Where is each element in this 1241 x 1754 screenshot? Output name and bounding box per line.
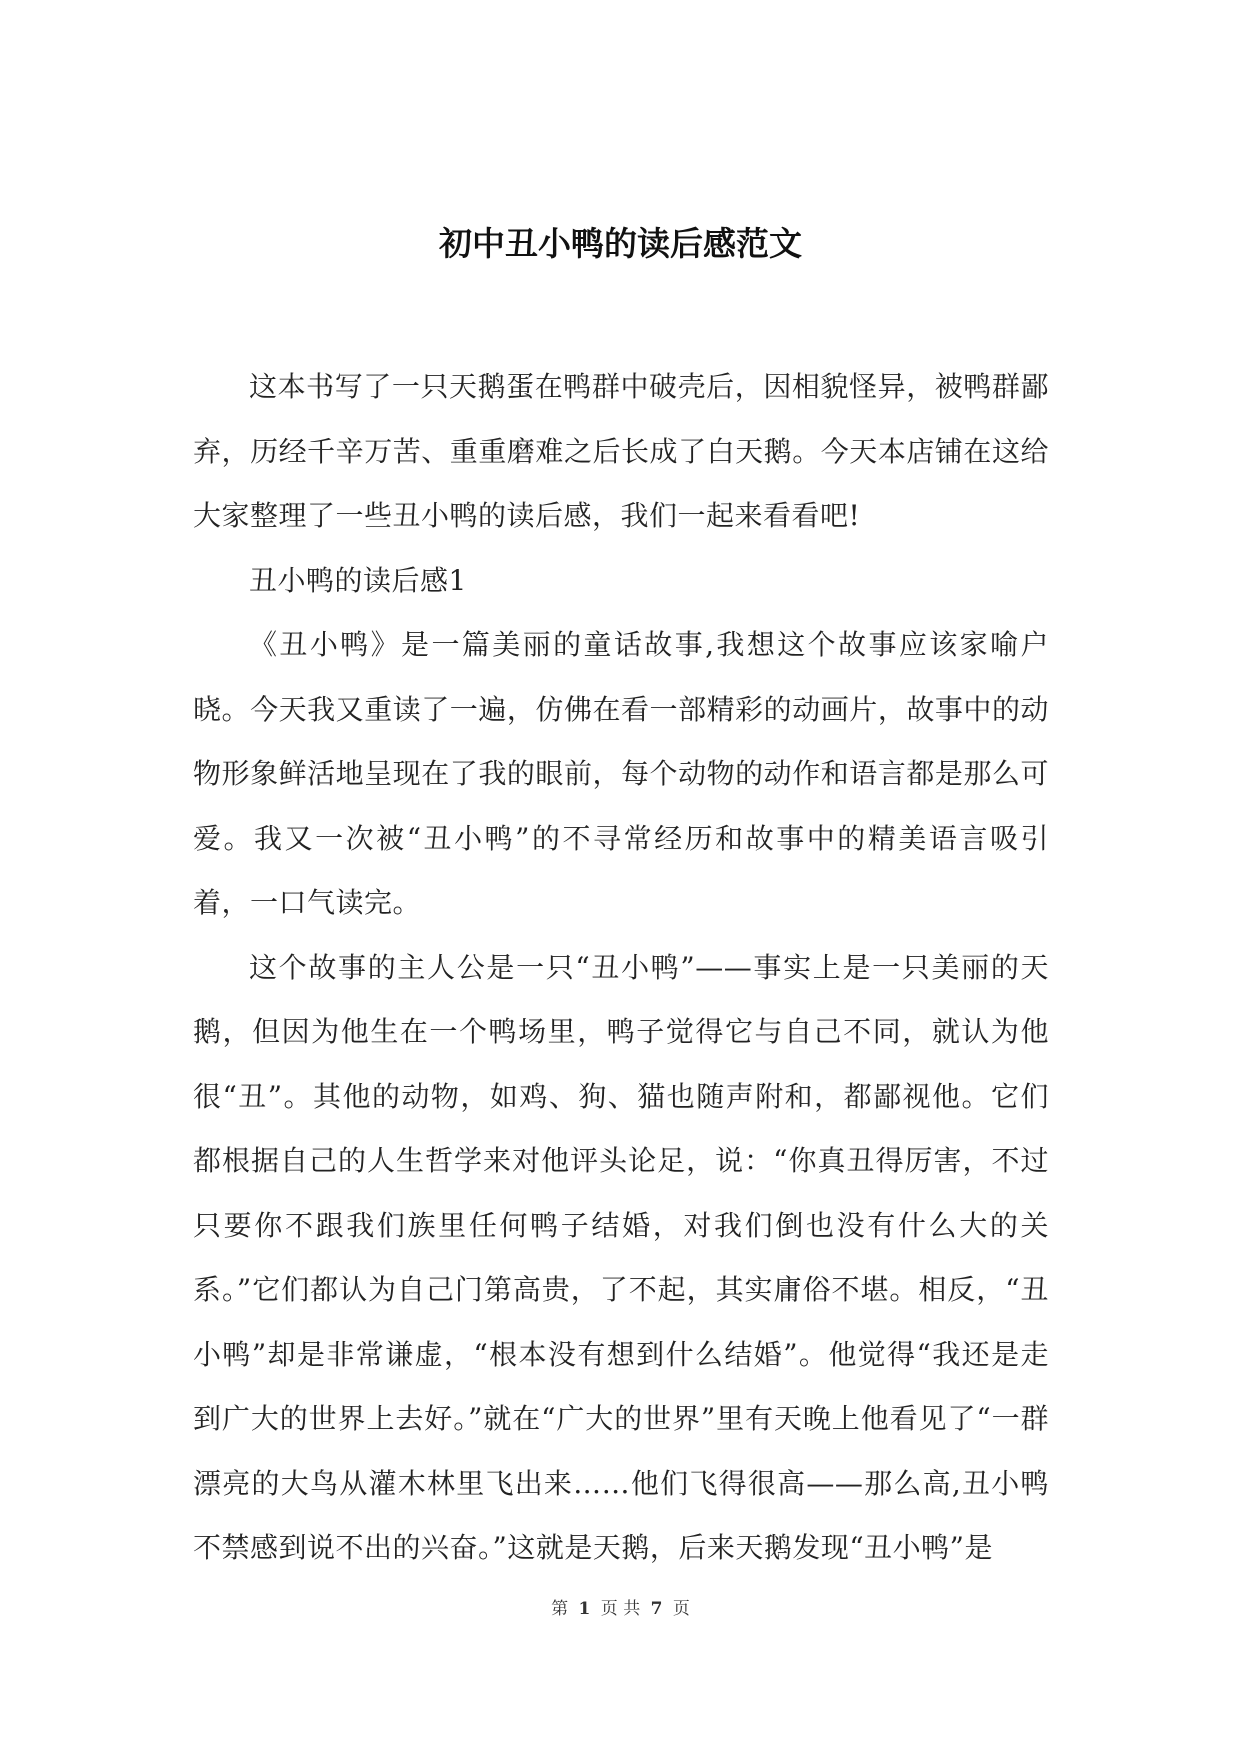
section-heading: 丑小鸭的读后感1 <box>249 563 467 597</box>
page-footer <box>0 1597 1241 1621</box>
page-label-prefix: 第 <box>551 1599 569 1619</box>
body-paragraph: 这个故事的主人公是一只“丑小鸭”——事实上是一只美丽的天鹅，但因为他生在一个鸭场里，鸭子觉得它与自己不同，就认为他很“丑”。其他的动物，如鸡、狗、猫也随声附和，都鄙视他。它们都根据自己的人生哲学来对他评头论足，说：“你真丑得厉害，不过只要你不跟我们族里任何鸭子结婚，对我们倒也没有什么大的关系。”它们都认为自己门第高贵，了不起，其实庸俗不堪。相反，“丑小鸭”却是非常谦虚，“根本没有想到什么结婚”。他觉得“我还是走到广大的世界上去好。”就在“广大的世界”里有天晚上他看见了“一群漂亮的大鸟从灌木林里飞出来……他们飞得很高——那么高,丑小鸭不禁感到说不出的兴奋。”这就是天鹅，后来天鹅发现“丑小鸭”是 <box>193 950 1049 1564</box>
page-label-middle: 页 共 <box>600 1599 641 1619</box>
document-title: 初中丑小鸭的读后感范文 <box>439 224 802 263</box>
body-paragraph: 《丑小鸭》是一篇美丽的童话故事,我想这个故事应该家喻户晓。今天我又重读了一遍，仿佛在看一部精彩的动画片，故事中的动物形象鲜活地呈现在了我的眼前，每个动物的动作和语言都是那么可爱。我又一次被“丑小鸭”的不寻常经历和故事中的精美语言吸引着，一口气读完。 <box>193 628 1049 919</box>
page-label-suffix: 页 <box>672 1599 690 1619</box>
total-pages-number: 7 <box>650 1599 663 1619</box>
current-page-number: 1 <box>578 1599 591 1619</box>
document-body <box>193 355 1049 1581</box>
intro-paragraph: 这本书写了一只天鹅蛋在鸭群中破壳后，因相貌怪异，被鸭群鄙弃，历经千辛万苦、重重磨难之后长成了白天鹅。今天本店铺在这给大家整理了一些丑小鸭的读后感，我们一起来看看吧! <box>193 370 1049 532</box>
